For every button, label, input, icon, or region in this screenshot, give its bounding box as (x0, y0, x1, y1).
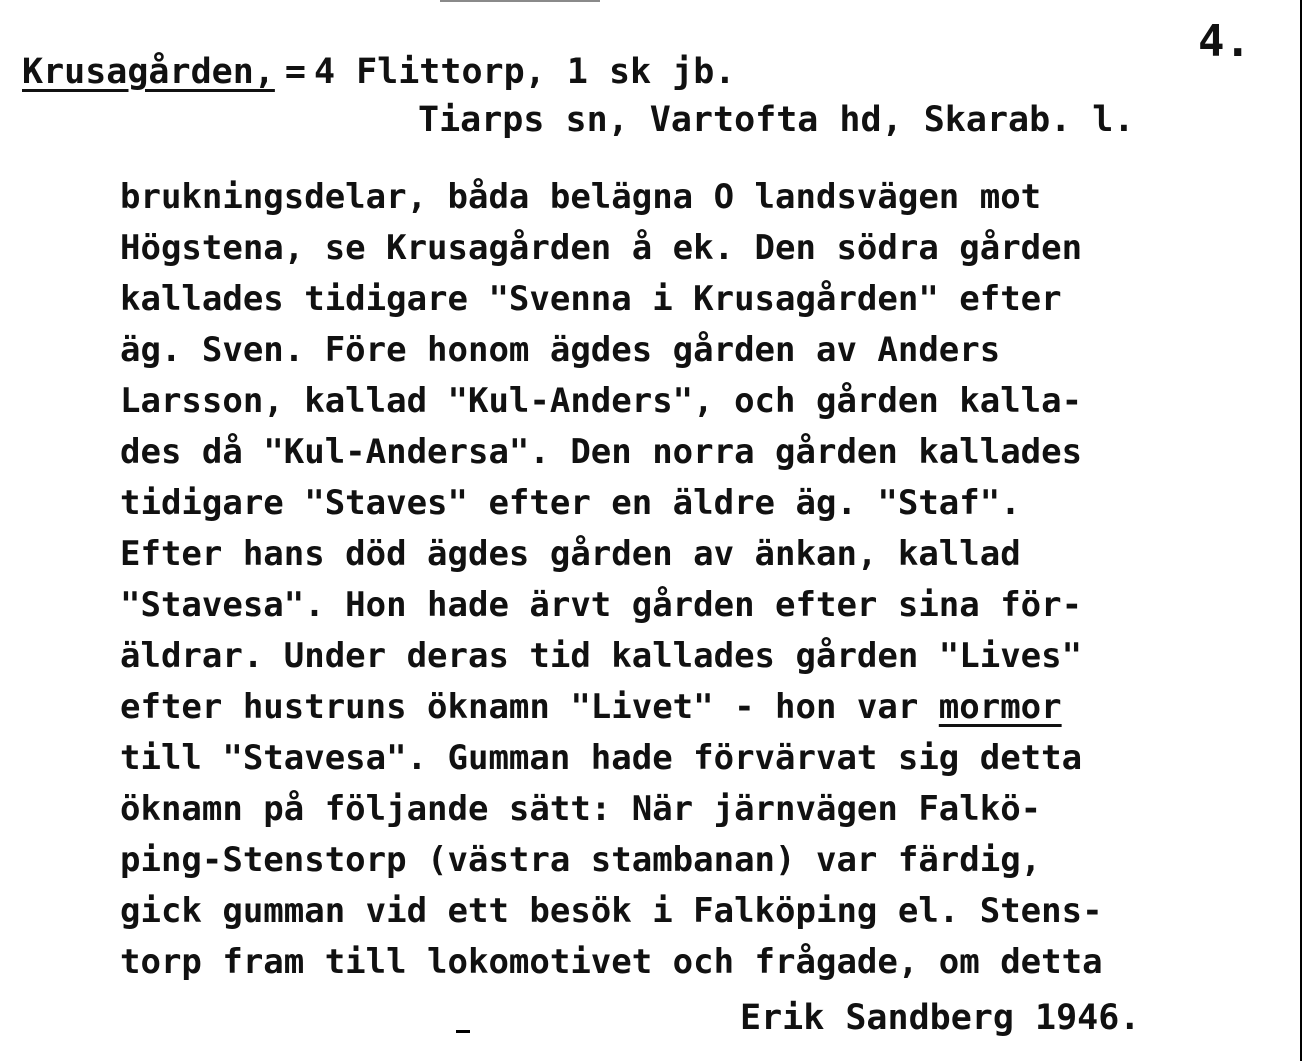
text-line: tidigare "Staves" efter en äldre äg. "Staf". (120, 483, 1021, 523)
text-line: des då "Kul-Andersa". Den norra gården kallades (120, 432, 1083, 472)
text-line: öknamn på följande sätt: När järnvägen Falkö- (120, 789, 1042, 829)
text-line: Efter hans död ägdes gården av änkan, kallad (120, 534, 1021, 574)
top-edge-line (440, 0, 600, 2)
parish-location: Tiarps sn, Vartofta hd, Skarab. l. (418, 100, 1135, 140)
stray-mark (456, 1030, 470, 1033)
author-signature: Erik Sandberg 1946. (740, 998, 1141, 1038)
text-line: efter hustruns öknamn "Livet" - hon var mormor (120, 687, 1062, 727)
card-right-edge (1300, 0, 1302, 1061)
text-line: brukningsdelar, båda belägna O landsvägen mot (120, 177, 1042, 217)
text-line: Larsson, kallad "Kul-Anders", och gården kalla- (120, 381, 1083, 421)
place-name: Krusagården, (22, 52, 275, 92)
text-line: äldrar. Under deras tid kallades gården "Lives" (120, 636, 1083, 676)
card-header (22, 52, 735, 92)
text-line: "Stavesa". Hon hade ärvt gården efter sina för- (120, 585, 1083, 625)
body-text (120, 172, 1103, 988)
header-separator: = (284, 52, 306, 92)
text-line: till "Stavesa". Gumman hade förvärvat sig detta (120, 738, 1083, 778)
page-number: 4. (1198, 16, 1251, 67)
text-line: äg. Sven. Före honom ägdes gården av Anders (120, 330, 1001, 370)
text-line: gick gumman vid ett besök i Falköping el. Stens- (120, 891, 1103, 931)
text-line: ping-Stenstorp (västra stambanan) var färdig, (120, 840, 1042, 880)
text-line: kallades tidigare "Svenna i Krusagården" efter (120, 279, 1062, 319)
underlined-word: mormor (938, 687, 1062, 727)
text-line: Högstena, se Krusagården å ek. Den södra gården (120, 228, 1083, 268)
property-reference: 4 Flittorp, 1 sk jb. (313, 52, 736, 92)
text-line: torp fram till lokomotivet och frågade, om detta (120, 942, 1103, 982)
